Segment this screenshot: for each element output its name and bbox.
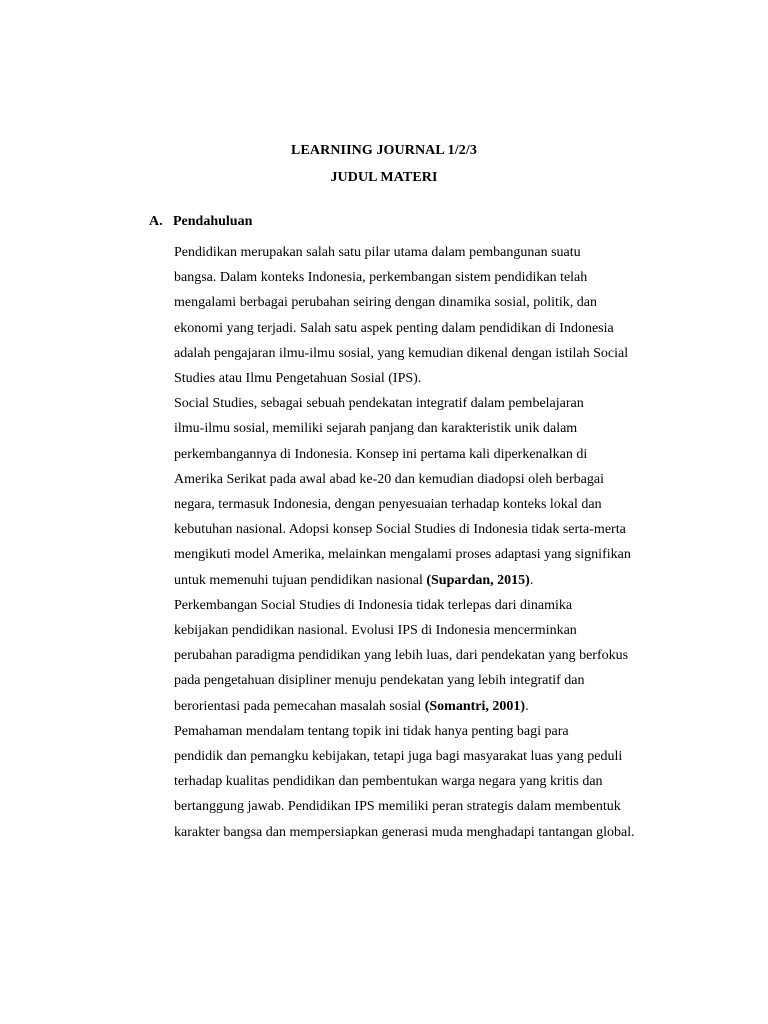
text-line: kebutuhan nasional. Adopsi konsep Social Studies di Indonesia tidak serta-merta xyxy=(174,522,626,538)
citation: (Supardan, 2015) xyxy=(426,572,530,588)
text-line: kebijakan pendidikan nasional. Evolusi IPS di Indonesia mencerminkan xyxy=(174,623,577,639)
text-line: pada pengetahuan disipliner menuju pendekatan yang lebih integratif dan xyxy=(174,673,585,689)
paragraph-1 xyxy=(146,240,666,391)
citation: (Somantri, 2001) xyxy=(424,698,526,714)
paragraph-3 xyxy=(146,593,666,719)
text-line: pendidik dan pemangku kebijakan, tetapi juga bagi masyarakat luas yang peduli xyxy=(174,749,623,765)
text-line: ekonomi yang terjadi. Salah satu aspek penting dalam pendidikan di Indonesia xyxy=(174,320,614,336)
paragraph-2 xyxy=(146,391,666,593)
text-line: bangsa. Dalam konteks Indonesia, perkembangan sistem pendidikan telah xyxy=(174,270,588,286)
punctuation: . xyxy=(529,572,534,588)
text-line: negara, termasuk Indonesia, dengan penyesuaian terhadap konteks lokal dan xyxy=(174,497,602,513)
text-line: Amerika Serikat pada awal abad ke-20 dan kemudian diadopsi oleh berbagai xyxy=(174,471,604,487)
text-line: bertanggung jawab. Pendidikan IPS memiliki peran strategis dalam membentuk xyxy=(174,799,621,815)
text-line-with-citation xyxy=(146,694,666,719)
text-line: karakter bangsa dan mempersiapkan generasi muda menghadapi tantangan global. xyxy=(174,824,635,840)
text-line: mengalami berbagai perubahan seiring dengan dinamika sosial, politik, dan xyxy=(174,295,597,311)
text-line: Pemahaman mendalam tentang topik ini tidak hanya penting bagi para xyxy=(174,723,569,739)
body-text xyxy=(146,240,666,845)
text-line-with-citation xyxy=(146,568,666,593)
punctuation: . xyxy=(525,698,529,714)
text-line: Perkembangan Social Studies di Indonesia tidak terlepas dari dinamika xyxy=(174,597,573,613)
text-line: perubahan paradigma pendidikan yang lebih luas, dari pendekatan yang berfokus xyxy=(174,648,629,664)
text-line: mengikuti model Amerika, melainkan mengalami proses adaptasi yang signifikan xyxy=(174,547,631,563)
text-line: Studies atau Ilmu Pengetahuan Sosial (IPS). xyxy=(174,371,422,387)
section-heading-text: Pendahuluan xyxy=(173,214,253,229)
title-block xyxy=(0,137,768,191)
paragraph-4 xyxy=(146,719,666,845)
text-line: terhadap kualitas pendidikan dan pembentukan warga negara yang kritis dan xyxy=(174,774,603,790)
text-line: ilmu-ilmu sosial, memiliki sejarah panjang dan karakteristik unik dalam xyxy=(174,421,578,437)
text-line: Pendidikan merupakan salah satu pilar utama dalam pembangunan suatu xyxy=(174,245,581,260)
text-segment: berorientasi pada pemecahan masalah sosial xyxy=(174,698,425,714)
document-subtitle: JUDUL MATERI xyxy=(330,170,438,185)
text-line: adalah pengajaran ilmu-ilmu sosial, yang kemudian dikenal dengan istilah Social xyxy=(174,345,629,361)
section-marker: A. xyxy=(149,214,163,229)
document-title: LEARNIING JOURNAL 1/2/3 xyxy=(291,143,477,158)
text-line: Social Studies, sebagai sebuah pendekatan integratif dalam pembelajaran xyxy=(174,396,584,412)
text-segment: untuk memenuhi tujuan pendidikan nasional xyxy=(174,572,427,588)
section-heading xyxy=(149,208,252,235)
text-line: perkembangannya di Indonesia. Konsep ini pertama kali diperkenalkan di xyxy=(174,446,588,462)
